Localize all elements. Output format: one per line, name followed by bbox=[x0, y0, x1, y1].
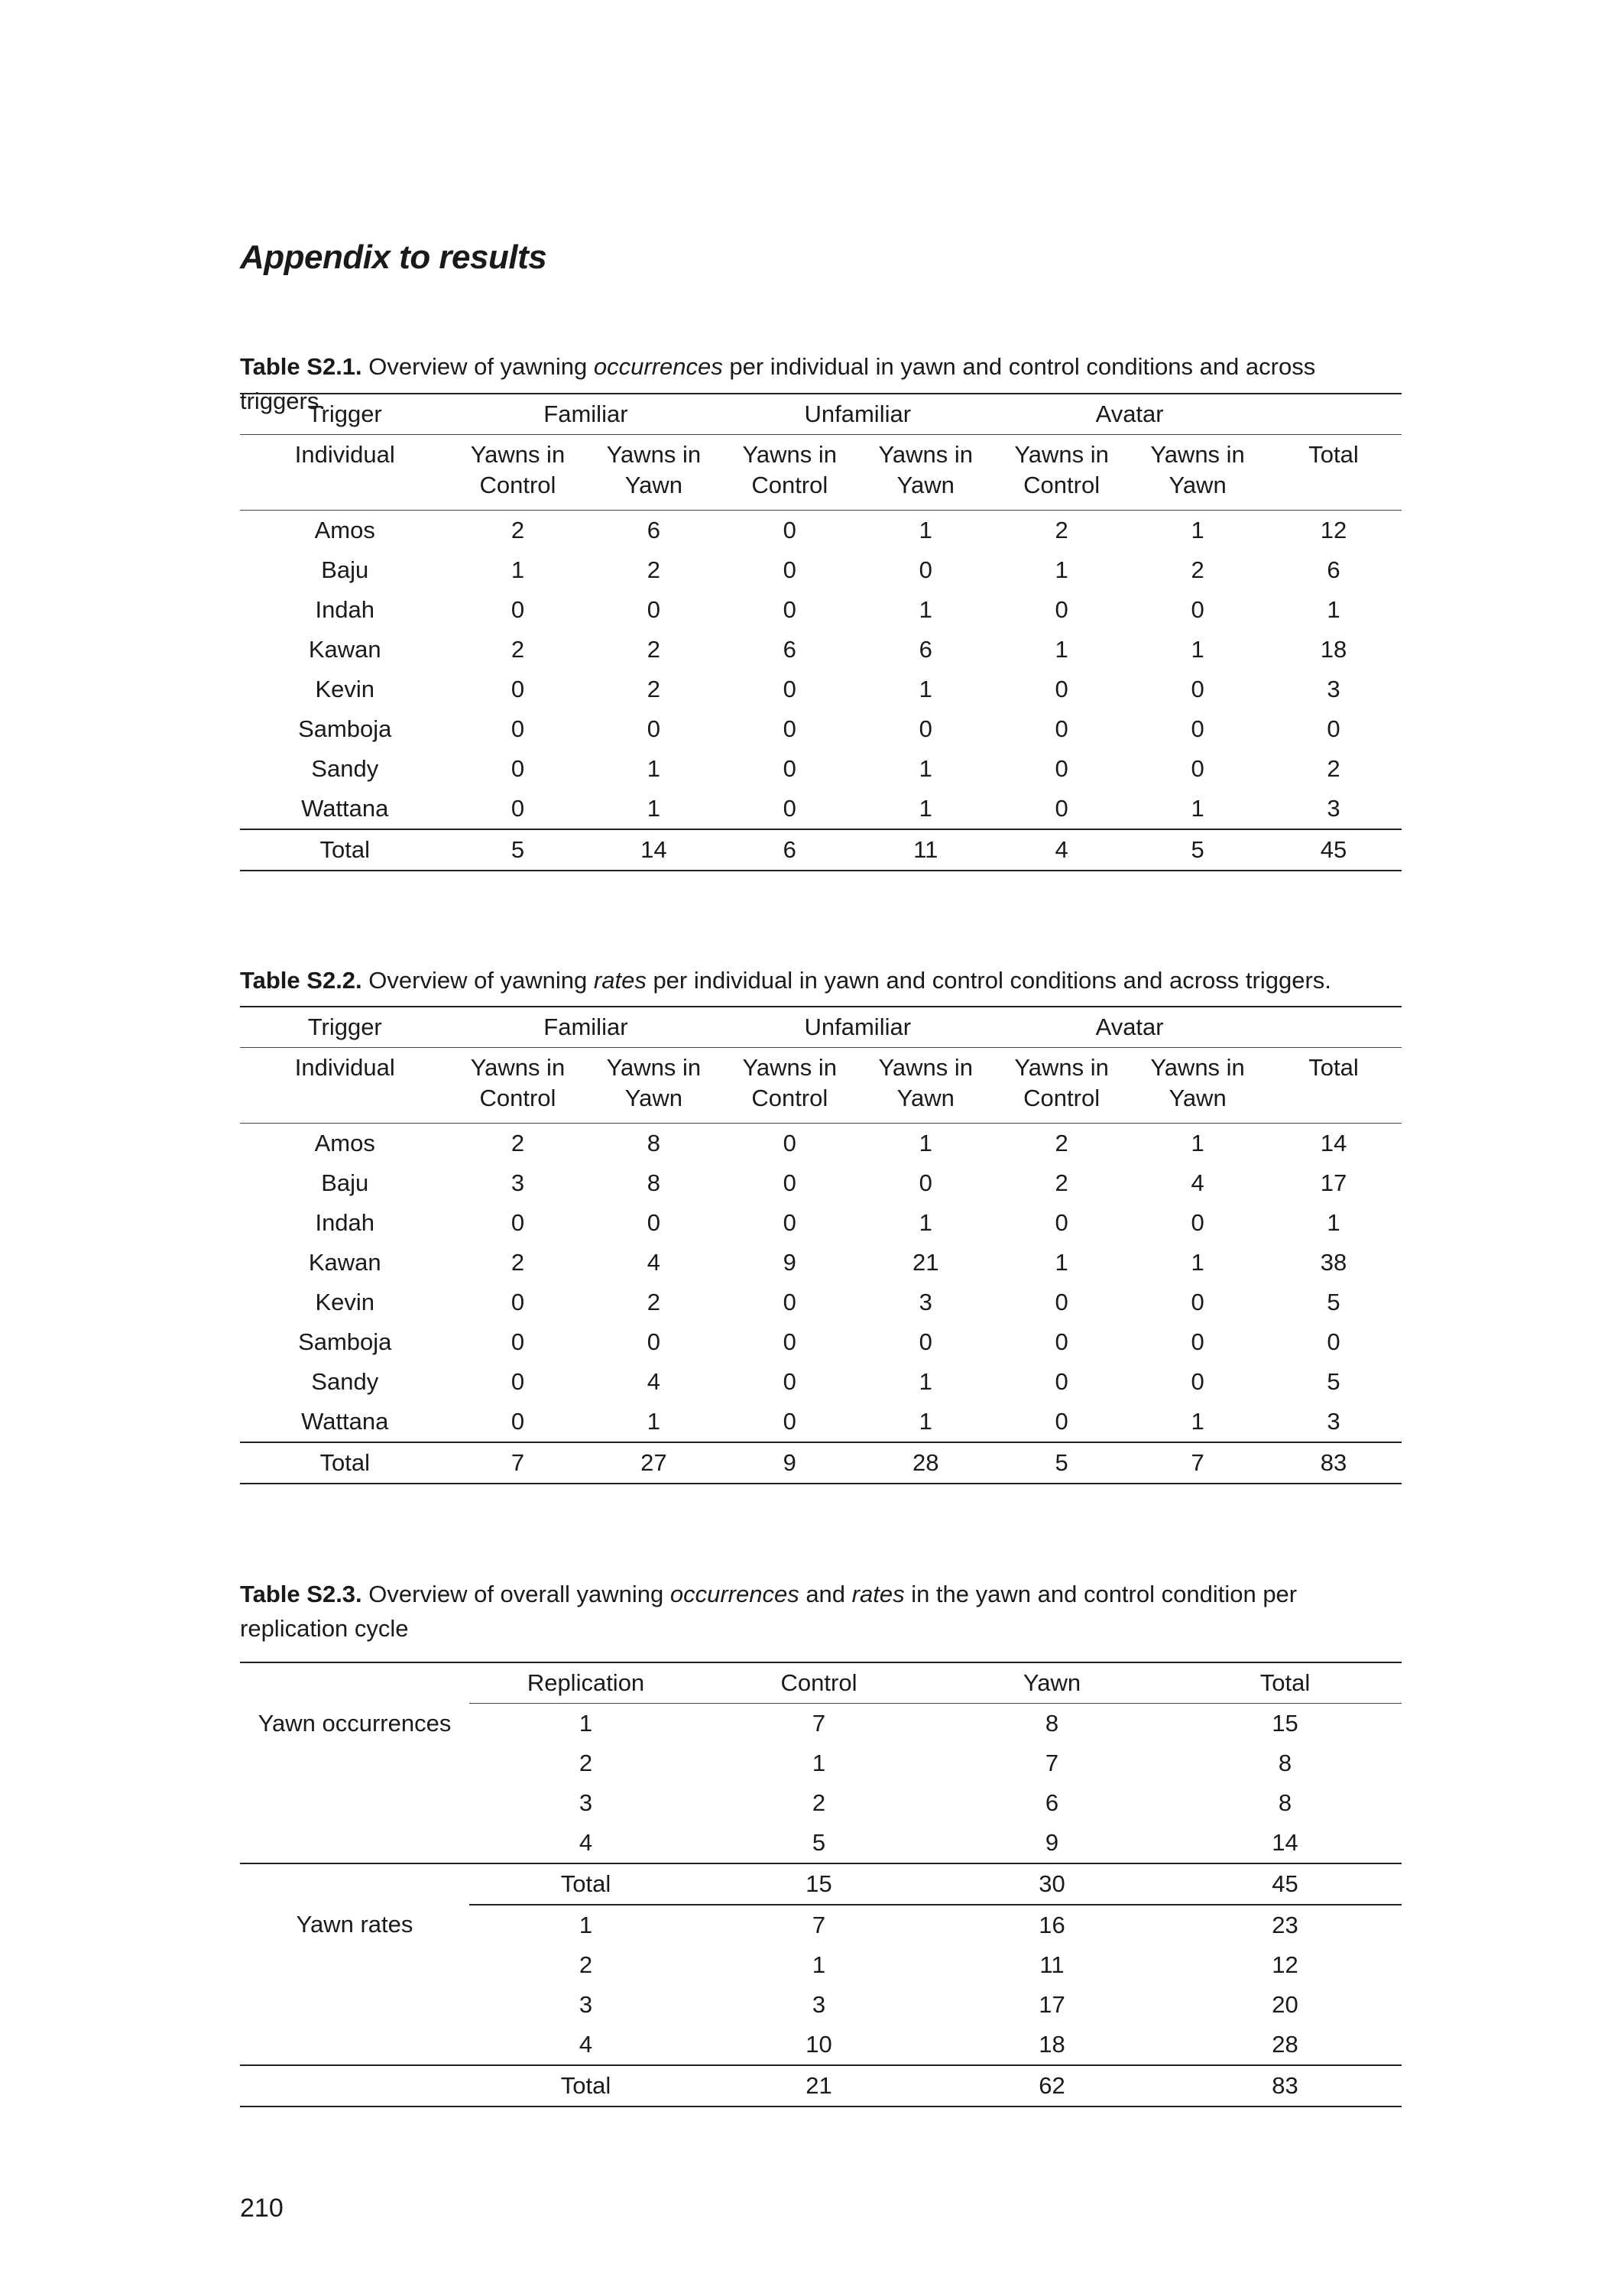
trigger-group-header: Familiar bbox=[450, 394, 722, 435]
cell-value: 1 bbox=[919, 596, 932, 623]
cell-value: 0 bbox=[919, 1169, 932, 1196]
column-header bbox=[450, 1048, 586, 1124]
individual-name: Sandy bbox=[311, 755, 379, 782]
cell-value: 4 bbox=[469, 2025, 702, 2065]
total-row-label: Total bbox=[240, 829, 450, 871]
total-row bbox=[240, 1863, 1402, 1905]
cell-value: 0 bbox=[1055, 676, 1068, 702]
cell-value: 1 bbox=[857, 789, 994, 829]
column-header: Total bbox=[1169, 1662, 1402, 1704]
total-value: 14 bbox=[585, 829, 721, 871]
total-value: 30 bbox=[935, 1863, 1169, 1905]
section-heading: Appendix to results bbox=[240, 238, 547, 276]
table-s2-1 bbox=[240, 393, 1402, 871]
cell-value: 2 bbox=[647, 556, 660, 583]
cell-value: 0 bbox=[1327, 715, 1340, 742]
cell-value: 8 bbox=[1278, 1789, 1292, 1816]
table-row bbox=[240, 2025, 1402, 2065]
individual-name: Wattana bbox=[240, 1402, 450, 1442]
total-value: 28 bbox=[857, 1442, 994, 1484]
cell-value: 1 bbox=[919, 1368, 932, 1395]
column-header-line1: Yawns in bbox=[606, 441, 702, 468]
cell-value: 1 bbox=[1191, 636, 1204, 663]
cell-value: 0 bbox=[647, 1209, 660, 1236]
column-header-line2: Yawn bbox=[624, 1085, 682, 1111]
table-row bbox=[240, 1743, 1402, 1783]
cell-value: 1 bbox=[919, 517, 932, 543]
cell-value: 4 bbox=[469, 1823, 702, 1863]
cell-value: 0 bbox=[511, 1368, 525, 1395]
cell-value: 2 bbox=[579, 1750, 593, 1776]
cell-value: 0 bbox=[783, 1130, 796, 1156]
column-header-line2: Control bbox=[1023, 1085, 1100, 1111]
cell-value: 8 bbox=[647, 1169, 660, 1196]
table-row bbox=[240, 1203, 1402, 1243]
cell-value: 2 bbox=[1055, 1130, 1068, 1156]
table-row bbox=[240, 1243, 1402, 1283]
individual-name: Baju bbox=[321, 556, 369, 583]
cell-value: 6 bbox=[1327, 556, 1340, 583]
column-header bbox=[585, 1048, 721, 1124]
cell-value: 0 bbox=[783, 596, 796, 623]
header-blank bbox=[240, 1662, 469, 1704]
cell-value: 0 bbox=[783, 715, 796, 742]
table-row bbox=[240, 511, 1402, 551]
cell-value: 2 bbox=[511, 1249, 525, 1276]
cell-value: 0 bbox=[1191, 1289, 1204, 1315]
trigger-group-header: Avatar bbox=[994, 1007, 1266, 1048]
column-header-line1: Yawns in bbox=[606, 1054, 702, 1081]
cell-value: 0 bbox=[511, 755, 525, 782]
column-header-line1: Yawns in bbox=[1014, 1054, 1109, 1081]
total-value: 83 bbox=[1266, 1442, 1402, 1484]
cell-value: 2 bbox=[647, 636, 660, 663]
cell-value: 0 bbox=[1055, 1328, 1068, 1355]
cell-value: 1 bbox=[579, 1710, 593, 1737]
table-row bbox=[240, 1362, 1402, 1402]
cell-value: 1 bbox=[1191, 517, 1204, 543]
cell-value: 2 bbox=[647, 676, 660, 702]
cell-value: 1 bbox=[919, 1130, 932, 1156]
cell-value: 3 bbox=[1266, 789, 1402, 829]
cell-value: 20 bbox=[1272, 1991, 1298, 2018]
table-row bbox=[240, 590, 1402, 630]
cell-value: 11 bbox=[1039, 1951, 1065, 1978]
trigger-header-blank bbox=[1266, 1007, 1402, 1048]
table-row bbox=[240, 1704, 1402, 1744]
table-s2-1-caption: Table S2.1. Overview of yawning occurrences per individual in yawn and control conditions and across triggers. bbox=[240, 353, 1316, 414]
cell-value: 0 bbox=[1327, 1328, 1340, 1355]
total-value: 5 bbox=[1130, 829, 1266, 871]
cell-value: 3 bbox=[579, 1789, 593, 1816]
column-header-line1: Yawns in bbox=[470, 441, 566, 468]
cell-value: 0 bbox=[721, 789, 857, 829]
cell-value: 8 bbox=[647, 1130, 660, 1156]
cell-value: 0 bbox=[783, 1169, 796, 1196]
table-s2-3 bbox=[240, 1662, 1402, 2107]
total-value: 45 bbox=[1266, 829, 1402, 871]
cell-value: 5 bbox=[702, 1823, 935, 1863]
cell-value: 0 bbox=[1191, 1328, 1204, 1355]
column-header bbox=[857, 435, 994, 511]
column-header: Replication bbox=[469, 1662, 702, 1704]
cell-value: 5 bbox=[1327, 1289, 1340, 1315]
cell-value: 1 bbox=[919, 755, 932, 782]
column-header bbox=[994, 435, 1130, 511]
cell-value: 0 bbox=[511, 676, 525, 702]
table-row bbox=[240, 1283, 1402, 1322]
individual-name: Baju bbox=[321, 1169, 369, 1196]
cell-value: 8 bbox=[1278, 1750, 1292, 1776]
table-row bbox=[240, 1945, 1402, 1985]
cell-value: 0 bbox=[994, 1402, 1130, 1442]
cell-value: 2 bbox=[647, 1289, 660, 1315]
cell-value: 0 bbox=[511, 715, 525, 742]
column-header bbox=[450, 435, 586, 511]
individual-label: Individual bbox=[240, 435, 450, 511]
total-value: 11 bbox=[857, 829, 994, 871]
cell-value: 1 bbox=[647, 755, 660, 782]
trigger-header-row bbox=[240, 1007, 1402, 1048]
column-header-line2: Control bbox=[1023, 472, 1100, 498]
column-header-line1: Yawns in bbox=[1014, 441, 1109, 468]
cell-value: 0 bbox=[1191, 715, 1204, 742]
cell-value: 2 bbox=[511, 1130, 525, 1156]
column-header-line2: Yawn bbox=[896, 1085, 955, 1111]
individual-name: Kevin bbox=[315, 676, 375, 702]
section-label-blank bbox=[240, 1743, 469, 1783]
table-row bbox=[240, 550, 1402, 590]
trigger-header-blank bbox=[1266, 394, 1402, 435]
total-value: 7 bbox=[1130, 1442, 1266, 1484]
cell-value: 0 bbox=[783, 1289, 796, 1315]
column-header-line2: Yawn bbox=[624, 472, 682, 498]
trigger-group-header: Unfamiliar bbox=[721, 1007, 994, 1048]
cell-value: 6 bbox=[783, 636, 796, 663]
cell-value: 2 bbox=[1055, 517, 1068, 543]
cell-value: 0 bbox=[783, 755, 796, 782]
cell-value: 3 bbox=[579, 1991, 593, 2018]
total-row bbox=[240, 829, 1402, 871]
section-label-blank bbox=[240, 2025, 469, 2065]
cell-value: 3 bbox=[812, 1991, 826, 2018]
column-header-line2: Control bbox=[479, 472, 556, 498]
table-row bbox=[240, 1905, 1402, 1945]
cell-value: 12 bbox=[1320, 517, 1347, 543]
cell-value: 0 bbox=[1055, 1209, 1068, 1236]
total-value: 6 bbox=[721, 829, 857, 871]
cell-value: 1 bbox=[1055, 636, 1068, 663]
column-header: Control bbox=[702, 1662, 935, 1704]
column-header-line1: Yawns in bbox=[470, 1054, 566, 1081]
cell-value: 7 bbox=[812, 1710, 826, 1737]
individual-name: Wattana bbox=[240, 789, 450, 829]
column-header-line2: Control bbox=[751, 472, 828, 498]
cell-value: 6 bbox=[1045, 1789, 1059, 1816]
cell-value: 2 bbox=[812, 1789, 826, 1816]
column-header-line1: Yawns in bbox=[742, 1054, 838, 1081]
total-value: 4 bbox=[994, 829, 1130, 871]
cell-value: 15 bbox=[1272, 1710, 1298, 1737]
cell-value: 4 bbox=[1191, 1169, 1204, 1196]
cell-value: 0 bbox=[783, 1368, 796, 1395]
total-header: Total bbox=[1266, 435, 1402, 511]
cell-value: 21 bbox=[912, 1249, 939, 1276]
cell-value: 0 bbox=[1191, 1368, 1204, 1395]
cell-value: 0 bbox=[1055, 596, 1068, 623]
total-row-label: Total bbox=[469, 1863, 702, 1905]
cell-value: 1 bbox=[511, 556, 525, 583]
cell-value: 2 bbox=[579, 1951, 593, 1978]
individual-label: Individual bbox=[240, 1048, 450, 1124]
table-row bbox=[240, 670, 1402, 709]
total-value: 83 bbox=[1169, 2065, 1402, 2107]
table-s2-2 bbox=[240, 1006, 1402, 1484]
cell-value: 4 bbox=[647, 1368, 660, 1395]
trigger-header-row bbox=[240, 394, 1402, 435]
cell-value: 1 bbox=[1191, 1249, 1204, 1276]
total-row-blank bbox=[240, 2065, 469, 2107]
column-header-line1: Yawns in bbox=[742, 441, 838, 468]
table-row bbox=[240, 1163, 1402, 1203]
total-value: 9 bbox=[721, 1442, 857, 1484]
cell-value: 9 bbox=[783, 1249, 796, 1276]
table-row bbox=[240, 789, 1402, 829]
individual-name: Indah bbox=[315, 596, 375, 623]
cell-value: 1 bbox=[1327, 1209, 1340, 1236]
cell-value: 1 bbox=[1055, 556, 1068, 583]
column-header-row bbox=[240, 1048, 1402, 1124]
cell-value: 0 bbox=[1191, 676, 1204, 702]
cell-value: 0 bbox=[919, 556, 932, 583]
column-header-line1: Yawns in bbox=[878, 441, 973, 468]
cell-value: 3 bbox=[1327, 676, 1340, 702]
cell-value: 1 bbox=[579, 1912, 593, 1938]
section-label-blank bbox=[240, 1945, 469, 1985]
cell-value: 8 bbox=[1045, 1710, 1059, 1737]
column-header-line2: Yawn bbox=[896, 472, 955, 498]
trigger-group-header: Familiar bbox=[450, 1007, 722, 1048]
individual-name: Amos bbox=[314, 1130, 375, 1156]
cell-value: 2 bbox=[511, 517, 525, 543]
cell-value: 0 bbox=[994, 789, 1130, 829]
column-header-line1: Yawns in bbox=[1150, 1054, 1245, 1081]
individual-name: Samboja bbox=[298, 715, 392, 742]
total-value: 5 bbox=[994, 1442, 1130, 1484]
cell-value: 23 bbox=[1272, 1912, 1298, 1938]
cell-value: 0 bbox=[1191, 1209, 1204, 1236]
table-row bbox=[240, 1124, 1402, 1164]
individual-name: Kevin bbox=[315, 1289, 375, 1315]
cell-value: 1 bbox=[1327, 596, 1340, 623]
cell-value: 1 bbox=[1055, 1249, 1068, 1276]
column-header-line2: Control bbox=[751, 1085, 828, 1111]
cell-value: 14 bbox=[1320, 1130, 1347, 1156]
column-header-row bbox=[240, 435, 1402, 511]
column-header bbox=[721, 435, 857, 511]
total-value: 45 bbox=[1169, 1863, 1402, 1905]
section-label-blank bbox=[240, 1985, 469, 2025]
cell-value: 1 bbox=[1191, 1130, 1204, 1156]
cell-value: 0 bbox=[919, 1328, 932, 1355]
total-value: 21 bbox=[702, 2065, 935, 2107]
section-label: Yawn occurrences bbox=[258, 1709, 452, 1737]
cell-value: 5 bbox=[1327, 1368, 1340, 1395]
cell-value: 18 bbox=[1320, 636, 1347, 663]
cell-value: 0 bbox=[647, 1328, 660, 1355]
individual-name: Indah bbox=[315, 1209, 375, 1236]
cell-value: 6 bbox=[919, 636, 932, 663]
table-s2-2-caption: Table S2.2. Overview of yawning rates per individual in yawn and control conditions and across triggers. bbox=[240, 967, 1331, 994]
table-row bbox=[240, 630, 1402, 670]
individual-name: Amos bbox=[314, 517, 375, 543]
table-row bbox=[240, 709, 1402, 749]
trigger-group-header: Avatar bbox=[994, 394, 1266, 435]
cell-value: 0 bbox=[1191, 755, 1204, 782]
section-label-blank bbox=[240, 1823, 469, 1863]
cell-value: 0 bbox=[1191, 596, 1204, 623]
total-value: 27 bbox=[585, 1442, 721, 1484]
individual-name: Kawan bbox=[308, 636, 381, 663]
cell-value: 14 bbox=[1169, 1823, 1402, 1863]
cell-value: 10 bbox=[702, 2025, 935, 2065]
cell-value: 0 bbox=[783, 676, 796, 702]
column-header bbox=[857, 1048, 994, 1124]
column-header-row bbox=[240, 1662, 1402, 1704]
cell-value: 0 bbox=[783, 556, 796, 583]
table-row bbox=[240, 749, 1402, 789]
cell-value: 4 bbox=[647, 1249, 660, 1276]
total-row-label: Total bbox=[469, 2065, 702, 2107]
cell-value: 0 bbox=[647, 715, 660, 742]
column-header-line2: Control bbox=[479, 1085, 556, 1111]
column-header-line2: Yawn bbox=[1169, 1085, 1227, 1111]
table-row bbox=[240, 1402, 1402, 1442]
cell-value: 38 bbox=[1320, 1249, 1347, 1276]
cell-value: 0 bbox=[1055, 1289, 1068, 1315]
column-header bbox=[721, 1048, 857, 1124]
cell-value: 0 bbox=[511, 1209, 525, 1236]
total-row bbox=[240, 2065, 1402, 2107]
cell-value: 1 bbox=[585, 1402, 721, 1442]
cell-value: 12 bbox=[1272, 1951, 1298, 1978]
cell-value: 3 bbox=[919, 1289, 932, 1315]
table-row bbox=[240, 1783, 1402, 1823]
column-header: Yawn bbox=[935, 1662, 1169, 1704]
cell-value: 1 bbox=[812, 1750, 826, 1776]
section-label: Yawn rates bbox=[296, 1911, 413, 1938]
cell-value: 0 bbox=[783, 517, 796, 543]
cell-value: 0 bbox=[919, 715, 932, 742]
page-number: 210 bbox=[240, 2194, 284, 2223]
cell-value: 0 bbox=[450, 1402, 586, 1442]
cell-value: 0 bbox=[1055, 1368, 1068, 1395]
cell-value: 28 bbox=[1169, 2025, 1402, 2065]
cell-value: 3 bbox=[511, 1169, 525, 1196]
cell-value: 7 bbox=[1045, 1750, 1059, 1776]
table-s2-3-caption: Table S2.3. Overview of overall yawning occurrences and rates in the yawn and control condition per replication cycle bbox=[240, 1581, 1298, 1642]
individual-name: Samboja bbox=[298, 1328, 392, 1355]
column-header bbox=[585, 435, 721, 511]
table-row bbox=[240, 1322, 1402, 1362]
cell-value: 1 bbox=[1130, 1402, 1266, 1442]
cell-value: 0 bbox=[783, 1209, 796, 1236]
cell-value: 2 bbox=[1055, 1169, 1068, 1196]
cell-value: 1 bbox=[919, 676, 932, 702]
individual-name: Sandy bbox=[311, 1368, 379, 1395]
cell-value: 1 bbox=[919, 1209, 932, 1236]
cell-value: 2 bbox=[1191, 556, 1204, 583]
cell-value: 1 bbox=[857, 1402, 994, 1442]
column-header-line1: Yawns in bbox=[878, 1054, 973, 1081]
cell-value: 18 bbox=[935, 2025, 1169, 2065]
cell-value: 0 bbox=[721, 1402, 857, 1442]
cell-value: 3 bbox=[1266, 1402, 1402, 1442]
column-header bbox=[994, 1048, 1130, 1124]
cell-value: 0 bbox=[647, 596, 660, 623]
table-row bbox=[240, 1823, 1402, 1863]
individual-name: Kawan bbox=[308, 1249, 381, 1276]
total-value: 5 bbox=[450, 829, 586, 871]
cell-value: 2 bbox=[511, 636, 525, 663]
cell-value: 1 bbox=[1130, 789, 1266, 829]
cell-value: 0 bbox=[783, 1328, 796, 1355]
table-row bbox=[240, 1985, 1402, 2025]
cell-value: 9 bbox=[935, 1823, 1169, 1863]
cell-value: 7 bbox=[812, 1912, 826, 1938]
cell-value: 0 bbox=[450, 789, 586, 829]
total-value: 7 bbox=[450, 1442, 586, 1484]
trigger-group-header: Unfamiliar bbox=[721, 394, 994, 435]
cell-value: 17 bbox=[1039, 1991, 1065, 2018]
trigger-label: Trigger bbox=[240, 394, 450, 435]
total-value: 15 bbox=[702, 1863, 935, 1905]
cell-value: 0 bbox=[1055, 755, 1068, 782]
cell-value: 16 bbox=[1039, 1912, 1065, 1938]
cell-value: 1 bbox=[585, 789, 721, 829]
total-header: Total bbox=[1266, 1048, 1402, 1124]
column-header-line2: Yawn bbox=[1169, 472, 1227, 498]
cell-value: 0 bbox=[1055, 715, 1068, 742]
total-row bbox=[240, 1442, 1402, 1484]
column-header-line1: Yawns in bbox=[1150, 441, 1245, 468]
cell-value: 17 bbox=[1320, 1169, 1347, 1196]
section-label-blank bbox=[240, 1783, 469, 1823]
cell-value: 0 bbox=[511, 596, 525, 623]
cell-value: 0 bbox=[511, 1328, 525, 1355]
total-value: 62 bbox=[935, 2065, 1169, 2107]
trigger-label: Trigger bbox=[240, 1007, 450, 1048]
total-row-label: Total bbox=[240, 1442, 450, 1484]
cell-value: 6 bbox=[647, 517, 660, 543]
column-header bbox=[1130, 1048, 1266, 1124]
cell-value: 1 bbox=[812, 1951, 826, 1978]
total-row-blank bbox=[240, 1863, 469, 1905]
cell-value: 0 bbox=[511, 1289, 525, 1315]
column-header bbox=[1130, 435, 1266, 511]
cell-value: 2 bbox=[1327, 755, 1340, 782]
